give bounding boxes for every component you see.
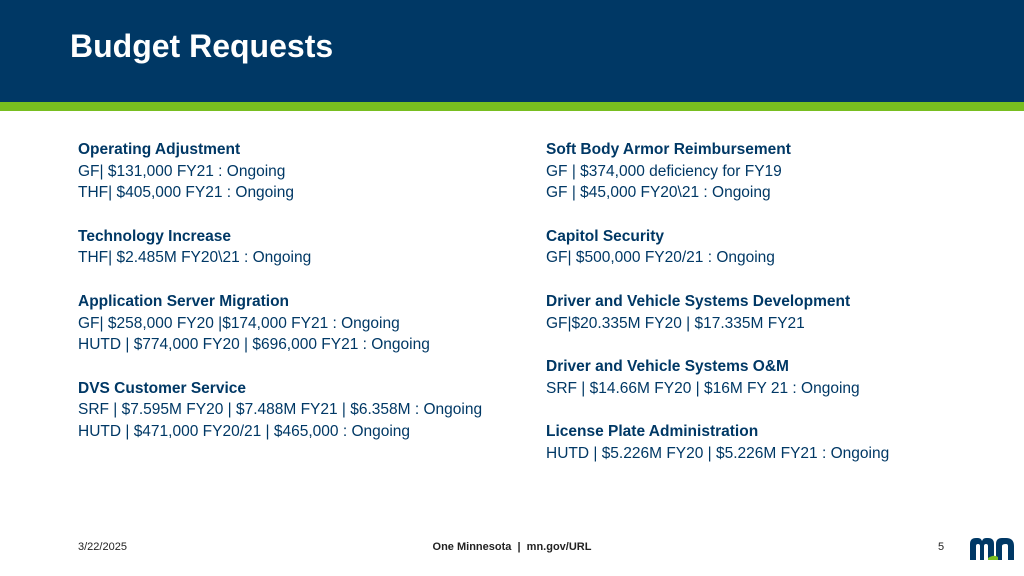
budget-item-line: GF| $258,000 FY20 |$174,000 FY21 : Ongoing	[78, 314, 400, 332]
budget-item	[546, 226, 986, 269]
budget-item-title: Soft Body Armor Reimbursement	[546, 141, 791, 158]
budget-item	[546, 421, 986, 464]
budget-item-title: Application Server Migration	[78, 292, 290, 310]
budget-item-line: GF | $374,000 deficiency for FY19	[546, 162, 782, 180]
budget-item-line: HUTD | $471,000 FY20/21 | $465,000 : Ongoing	[78, 422, 411, 440]
budget-item	[546, 356, 986, 399]
footer-center-text: One Minnesota | mn.gov/URL	[432, 541, 592, 553]
budget-item-title: Capitol Security	[546, 227, 664, 245]
budget-item	[546, 139, 986, 204]
budget-item-title: Driver and Vehicle Systems Development	[546, 292, 851, 310]
page-number: 5	[938, 541, 945, 553]
budget-item	[78, 291, 518, 356]
footer-text	[0, 541, 1024, 553]
budget-item-line: THF| $2.485M FY20\21 : Ongoing	[78, 249, 312, 267]
left-column	[78, 139, 518, 465]
budget-item	[78, 139, 518, 204]
footer-date: 3/22/2025	[78, 541, 127, 553]
budget-item-line: SRF | $14.66M FY20 | $16M FY 21 : Ongoing	[546, 379, 860, 397]
budget-item-line: GF| $500,000 FY20/21 : Ongoing	[546, 249, 775, 267]
budget-item-line: THF| $405,000 FY21 : Ongoing	[78, 184, 294, 202]
budget-item-title: Driver and Vehicle Systems O&M	[546, 358, 789, 376]
budget-item-line: GF| $131,000 FY21 : Ongoing	[78, 162, 286, 180]
budget-item-title: Operating Adjustment	[78, 141, 241, 158]
title-bar	[0, 0, 1024, 102]
budget-item-line: GF | $45,000 FY20\21 : Ongoing	[546, 184, 771, 202]
right-column	[546, 139, 986, 487]
slide-title: Budget Requests	[70, 28, 334, 64]
budget-item-title: License Plate Administration	[546, 423, 759, 441]
budget-item	[546, 291, 986, 334]
budget-item-line: GF|$20.335M FY20 | $17.335M FY21	[546, 314, 805, 332]
budget-item-title: Technology Increase	[78, 227, 232, 245]
budget-item-title: DVS Customer Service	[78, 379, 246, 397]
accent-stripe	[0, 102, 1024, 111]
budget-item-line: HUTD | $5.226M FY20 | $5.226M FY21 : Ongoing	[546, 444, 890, 462]
mn-logo-icon	[968, 536, 1016, 562]
budget-item	[78, 226, 518, 269]
budget-item	[78, 378, 518, 443]
budget-item-line: HUTD | $774,000 FY20 | $696,000 FY21 : Ongoing	[78, 336, 430, 354]
budget-item-line: SRF | $7.595M FY20 | $7.488M FY21 | $6.358M : Ongoing	[78, 401, 483, 419]
